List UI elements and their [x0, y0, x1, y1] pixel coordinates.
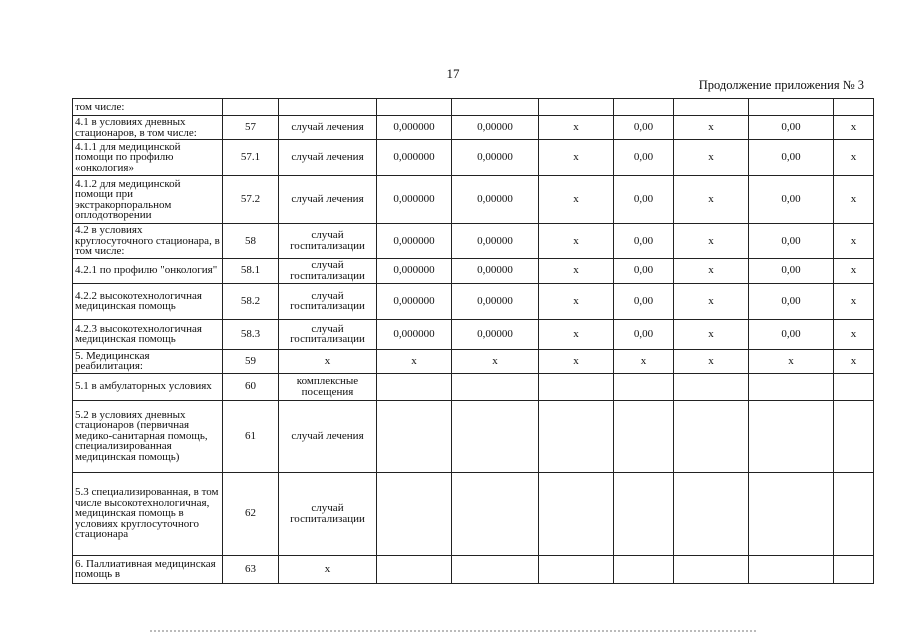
cell-unit: x	[279, 555, 377, 583]
cell-v5: x	[674, 224, 749, 259]
cell-v4: 0,00	[614, 224, 674, 259]
cell-v5: x	[674, 283, 749, 319]
cell-name: том числе:	[73, 99, 223, 116]
cell-name: 5.2 в условиях дневных стационаров (первичная медико-санитарная помощь, специализированная медицинская помощь)	[73, 400, 223, 472]
cell-name: 6. Паллиативная медицинская помощь в	[73, 555, 223, 583]
cell-v7	[834, 99, 874, 116]
cell-v1	[377, 472, 452, 555]
cell-v3	[539, 99, 614, 116]
cell-v6: x	[749, 349, 834, 373]
cell-v7: x	[834, 224, 874, 259]
cell-v1: 0,000000	[377, 258, 452, 283]
cell-v4: 0,00	[614, 140, 674, 176]
cell-unit	[279, 99, 377, 116]
cell-v5	[674, 472, 749, 555]
cell-unit: случай госпитализации	[279, 258, 377, 283]
cell-v3: x	[539, 349, 614, 373]
cell-code: 60	[223, 373, 279, 400]
cell-v6: 0,00	[749, 283, 834, 319]
cell-v7: x	[834, 283, 874, 319]
table-row	[73, 116, 874, 140]
cell-v6: 0,00	[749, 176, 834, 224]
cell-name: 4.1.2 для медицинской помощи при экстракорпоральном оплодотворении	[73, 176, 223, 224]
appendix-title: Продолжение приложения № 3	[698, 78, 864, 92]
cell-v3: x	[539, 176, 614, 224]
cell-unit: случай госпитализации	[279, 283, 377, 319]
cell-v2	[452, 400, 539, 472]
cell-unit: случай госпитализации	[279, 319, 377, 349]
cell-v1: 0,000000	[377, 224, 452, 259]
cell-v6	[749, 373, 834, 400]
cell-v7	[834, 400, 874, 472]
table-row	[73, 319, 874, 349]
cell-v3	[539, 472, 614, 555]
cell-name: 4.2.3 высокотехнологичная медицинская помощь	[73, 319, 223, 349]
table-row	[73, 224, 874, 259]
cell-v1: 0,000000	[377, 283, 452, 319]
cell-v6: 0,00	[749, 258, 834, 283]
cell-v5	[674, 373, 749, 400]
cell-v1	[377, 373, 452, 400]
cell-v4: x	[614, 349, 674, 373]
table-row	[73, 258, 874, 283]
table-row	[73, 400, 874, 472]
cell-v5: x	[674, 140, 749, 176]
cell-name: 4.2.1 по профилю "онкология"	[73, 258, 223, 283]
cell-v4	[614, 555, 674, 583]
cell-v5: x	[674, 258, 749, 283]
cell-v4: 0,00	[614, 258, 674, 283]
cell-name: 4.1 в условиях дневных стационаров, в том числе:	[73, 116, 223, 140]
page-footer-edge	[150, 630, 756, 635]
cell-name: 5.1 в амбулаторных условиях	[73, 373, 223, 400]
cell-v4	[614, 472, 674, 555]
cell-v5	[674, 400, 749, 472]
cell-v1: 0,000000	[377, 116, 452, 140]
cell-v4: 0,00	[614, 116, 674, 140]
cell-v5	[674, 99, 749, 116]
table-row	[73, 99, 874, 116]
cell-v6: 0,00	[749, 319, 834, 349]
cell-v4: 0,00	[614, 283, 674, 319]
cell-unit: случай госпитализации	[279, 224, 377, 259]
cell-name: 5.3 специализированная, в том числе высокотехнологичная, медицинская помощь в условиях круглосуточного стационара	[73, 472, 223, 555]
cell-unit: случай госпитализации	[279, 472, 377, 555]
cell-v3: x	[539, 283, 614, 319]
cell-v1: x	[377, 349, 452, 373]
cell-code: 57.1	[223, 140, 279, 176]
cell-name: 4.2.2 высокотехнологичная медицинская помощь	[73, 283, 223, 319]
cell-unit: случай лечения	[279, 176, 377, 224]
cell-v6: 0,00	[749, 140, 834, 176]
cell-unit: комплексные посещения	[279, 373, 377, 400]
cell-v7: x	[834, 116, 874, 140]
cell-code: 58.3	[223, 319, 279, 349]
table-row	[73, 283, 874, 319]
cell-v7: x	[834, 176, 874, 224]
cell-v1	[377, 400, 452, 472]
cell-v3: x	[539, 258, 614, 283]
table-row	[73, 373, 874, 400]
cell-unit: случай лечения	[279, 116, 377, 140]
table-row	[73, 140, 874, 176]
cell-v2	[452, 99, 539, 116]
cell-v1	[377, 99, 452, 116]
cell-v6: 0,00	[749, 116, 834, 140]
cell-v4	[614, 99, 674, 116]
cell-v5: x	[674, 349, 749, 373]
page-number: 17	[446, 66, 460, 81]
cell-v1	[377, 555, 452, 583]
cell-v7: x	[834, 319, 874, 349]
cell-unit: случай лечения	[279, 140, 377, 176]
program-table	[72, 98, 874, 584]
cell-unit: x	[279, 349, 377, 373]
cell-v2: 0,00000	[452, 116, 539, 140]
cell-v7: x	[834, 258, 874, 283]
cell-v5: x	[674, 116, 749, 140]
table-row	[73, 176, 874, 224]
cell-name: 5. Медицинская реабилитация:	[73, 349, 223, 373]
cell-v1: 0,000000	[377, 140, 452, 176]
cell-v1: 0,000000	[377, 319, 452, 349]
cell-code: 57	[223, 116, 279, 140]
cell-v4: 0,00	[614, 319, 674, 349]
cell-v4	[614, 373, 674, 400]
cell-code: 62	[223, 472, 279, 555]
cell-v2	[452, 555, 539, 583]
cell-v3	[539, 373, 614, 400]
cell-v2: 0,00000	[452, 319, 539, 349]
cell-unit: случай лечения	[279, 400, 377, 472]
table-row	[73, 349, 874, 373]
cell-v7: x	[834, 140, 874, 176]
cell-v4	[614, 400, 674, 472]
cell-v2: 0,00000	[452, 176, 539, 224]
cell-v5	[674, 555, 749, 583]
cell-code: 57.2	[223, 176, 279, 224]
cell-v2: 0,00000	[452, 140, 539, 176]
cell-v2	[452, 373, 539, 400]
cell-v7	[834, 555, 874, 583]
cell-v3	[539, 555, 614, 583]
table-row	[73, 555, 874, 583]
cell-v2: 0,00000	[452, 258, 539, 283]
cell-v7: x	[834, 349, 874, 373]
cell-v2: x	[452, 349, 539, 373]
cell-name: 4.1.1 для медицинской помощи по профилю «онкология»	[73, 140, 223, 176]
cell-v7	[834, 373, 874, 400]
table-body	[73, 99, 874, 584]
cell-v6	[749, 400, 834, 472]
cell-v2: 0,00000	[452, 283, 539, 319]
cell-v4: 0,00	[614, 176, 674, 224]
cell-code: 63	[223, 555, 279, 583]
cell-v5: x	[674, 176, 749, 224]
cell-code	[223, 99, 279, 116]
cell-v7	[834, 472, 874, 555]
cell-v3: x	[539, 140, 614, 176]
cell-v6	[749, 99, 834, 116]
cell-v6	[749, 472, 834, 555]
cell-v3	[539, 400, 614, 472]
cell-v3: x	[539, 224, 614, 259]
cell-v1: 0,000000	[377, 176, 452, 224]
cell-v6: 0,00	[749, 224, 834, 259]
cell-code: 58	[223, 224, 279, 259]
cell-v2: 0,00000	[452, 224, 539, 259]
table-row	[73, 472, 874, 555]
cell-code: 59	[223, 349, 279, 373]
cell-v3: x	[539, 116, 614, 140]
cell-v2	[452, 472, 539, 555]
cell-v6	[749, 555, 834, 583]
cell-v5: x	[674, 319, 749, 349]
cell-name: 4.2 в условиях круглосуточного стационара, в том числе:	[73, 224, 223, 259]
cell-code: 58.2	[223, 283, 279, 319]
cell-code: 61	[223, 400, 279, 472]
cell-code: 58.1	[223, 258, 279, 283]
cell-v3: x	[539, 319, 614, 349]
